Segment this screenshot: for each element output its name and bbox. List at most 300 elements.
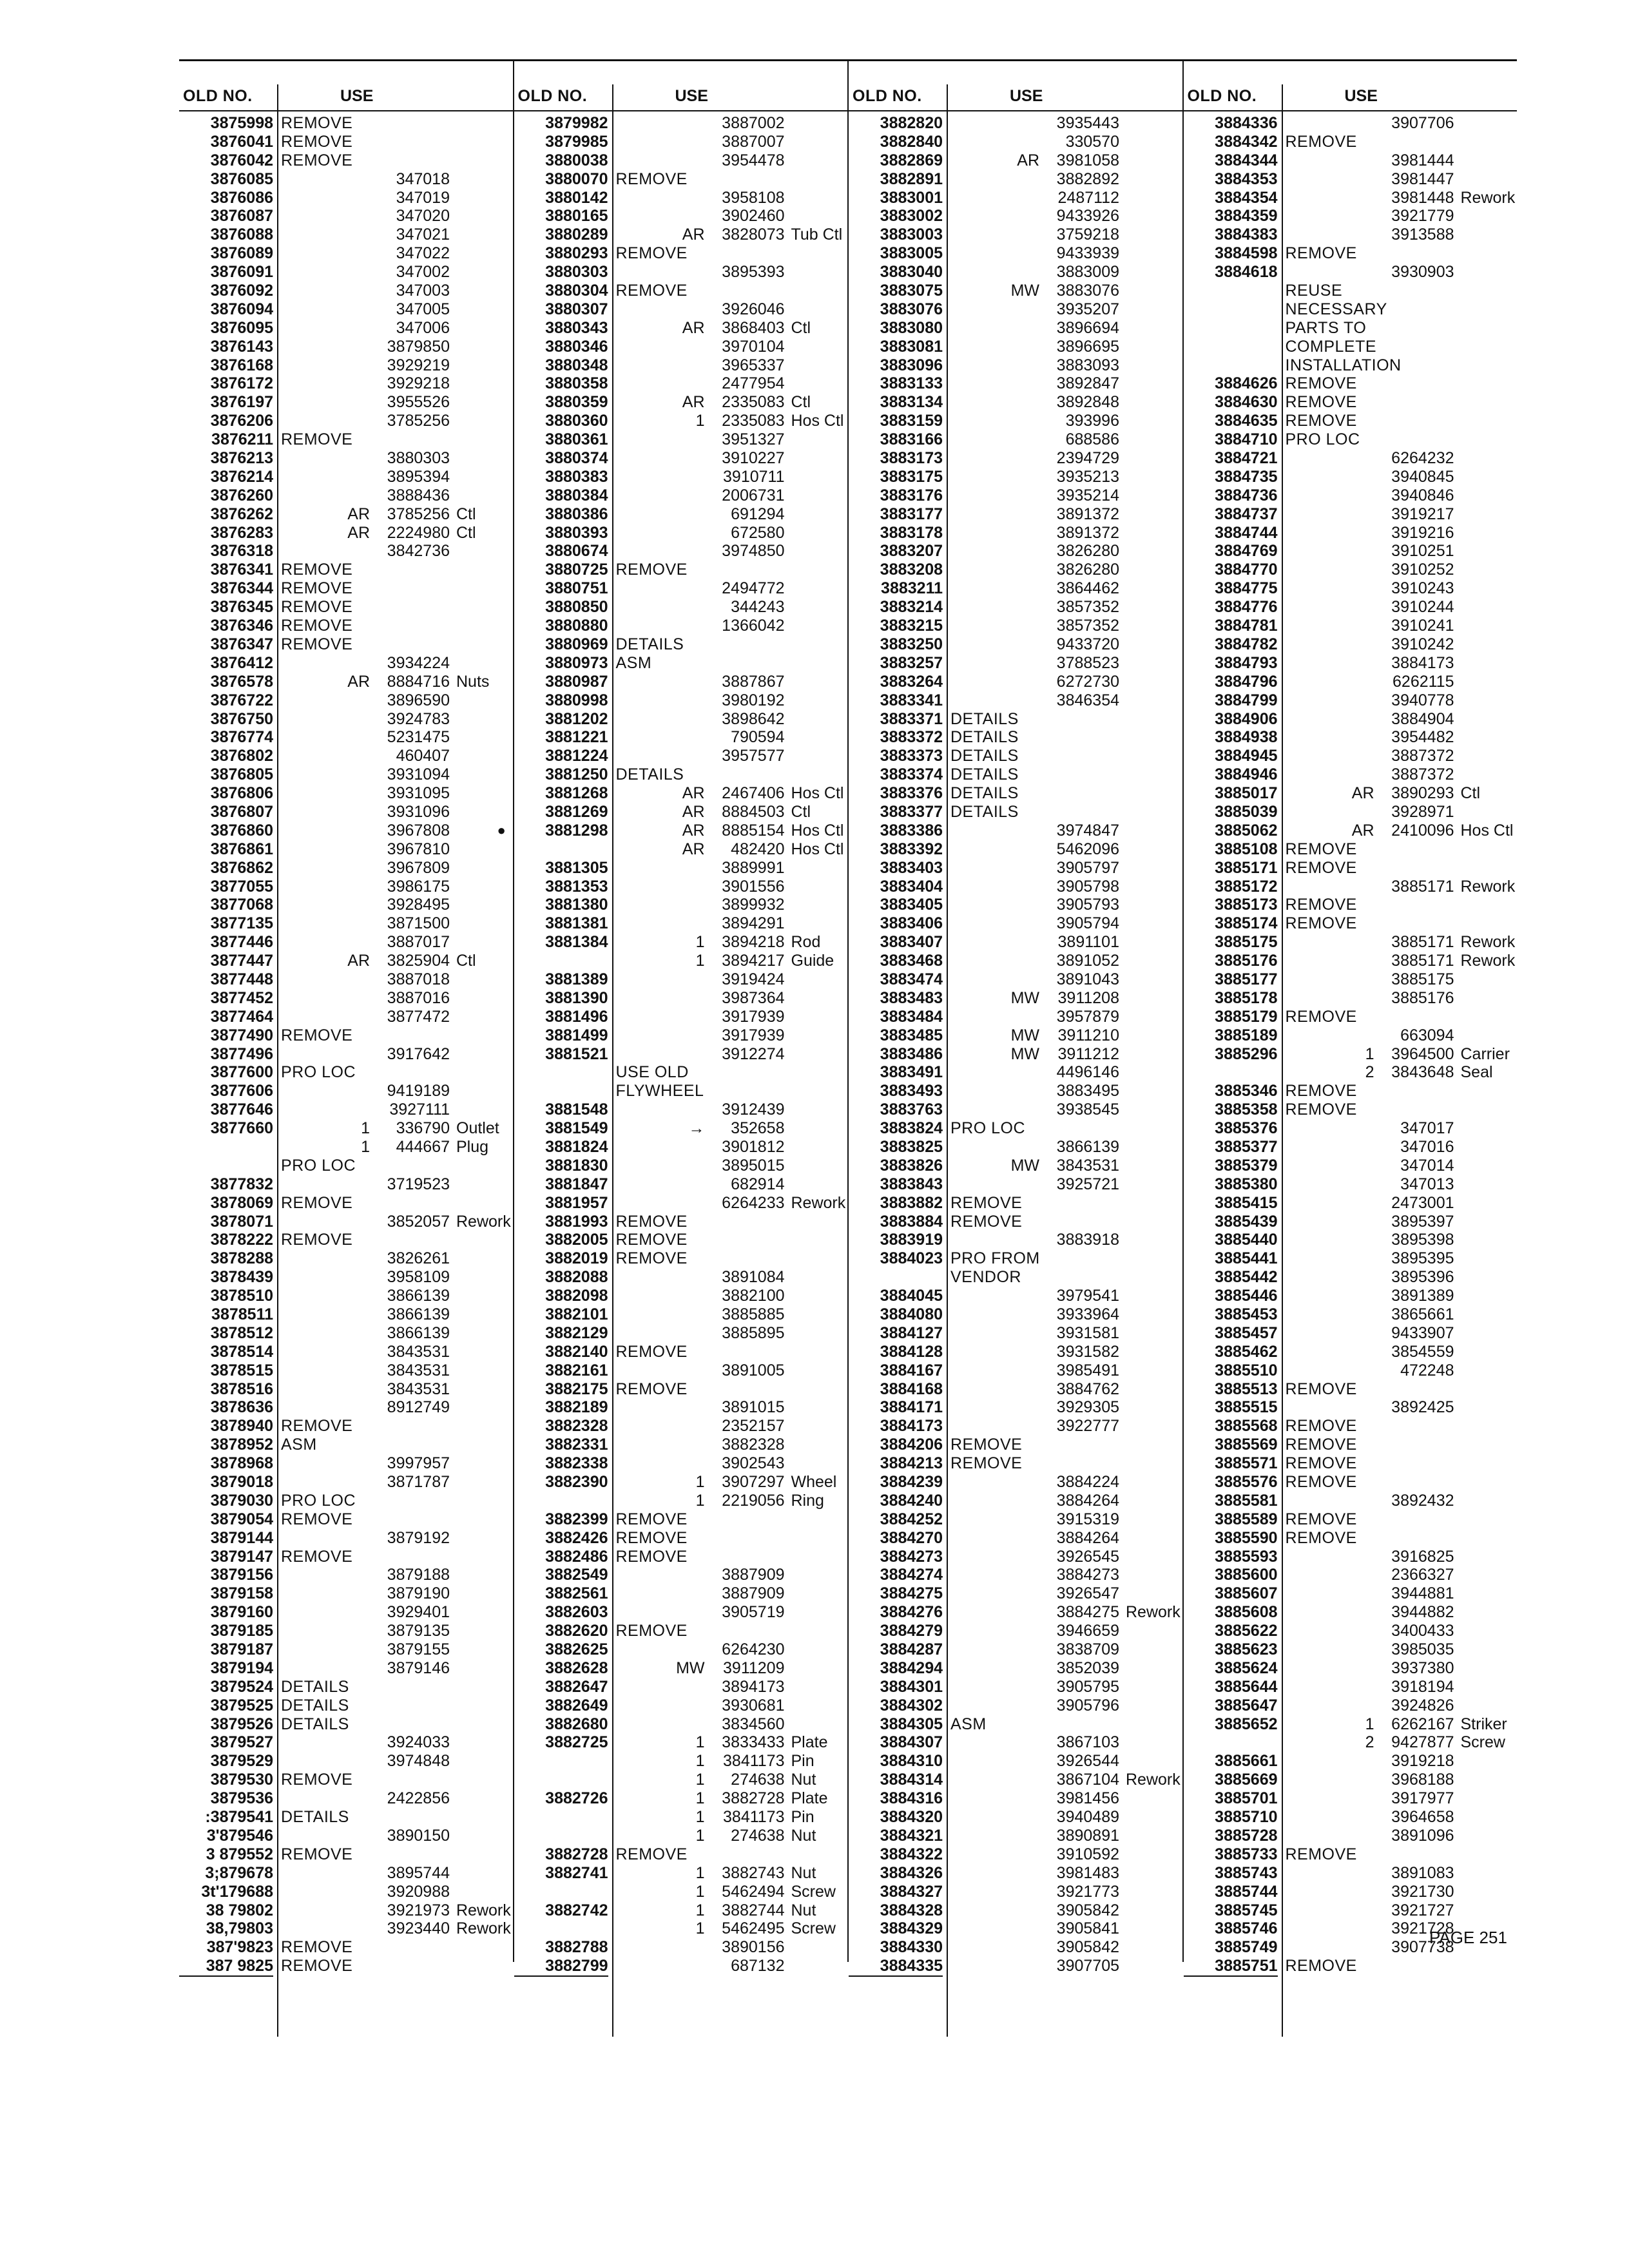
old-number: 3880165 [545,207,608,226]
use-instruction: ASM [281,1436,317,1454]
table-row [514,1361,848,1380]
old-number: 3884329 [880,1919,943,1938]
use-instruction: REMOVE [281,598,353,617]
use-number: 691294 [731,505,785,523]
quantity-code: MW [1010,282,1039,300]
use-number: 3885175 [1391,970,1454,988]
table-row [514,803,848,822]
use-instruction: DETAILS [950,802,1019,821]
table-row [1184,1957,1518,1975]
table-row [1184,114,1518,133]
part-note: Ctl [791,802,811,821]
old-number: 3885749 [1215,1938,1278,1957]
column-header [849,84,1182,111]
use-number: 274638 [731,1826,785,1845]
use-number: 3896590 [387,691,450,709]
use-number: 3884264 [1056,1491,1119,1510]
old-number: 3882486 [545,1547,608,1566]
use-instruction: DETAILS [281,1808,349,1827]
use-number: 3918194 [1391,1677,1454,1696]
old-number: 3884327 [880,1882,943,1901]
use-number: 3931094 [387,765,450,784]
use-instruction: REMOVE [1285,1436,1357,1454]
table-row [849,970,1182,989]
old-number: 3877646 [210,1100,273,1119]
table-row [1184,505,1518,524]
table-row [179,1100,513,1119]
use-number: 3907297 [722,1473,785,1492]
table-row [1184,1287,1518,1305]
old-number: 3879527 [210,1733,273,1752]
use-number: 3883918 [1056,1231,1119,1249]
old-number: 3876347 [210,635,273,653]
table-row [849,1119,1182,1138]
old-number: 3885590 [1215,1528,1278,1547]
old-number: 3876345 [210,598,273,617]
old-number: 3884240 [880,1491,943,1510]
use-number: 3944881 [1391,1584,1454,1603]
table-row [849,393,1182,412]
table-row [514,1901,848,1920]
table-row [1184,1194,1518,1213]
use-number: 3884224 [1056,1473,1119,1492]
quantity-code: 1 [695,1491,705,1510]
table-row [514,617,848,635]
old-number: 3884316 [880,1789,943,1808]
table-row [1184,1529,1518,1548]
use-number: 3891083 [1391,1863,1454,1882]
use-instruction: USE OLD [615,1063,689,1082]
use-instruction: REMOVE [1285,1845,1357,1863]
part-note: Screw [791,1919,836,1938]
use-number: 3938545 [1056,1100,1119,1119]
use-instruction: REMOVE [281,561,353,579]
table-row [849,1175,1182,1194]
table-row [1184,1510,1518,1529]
use-instruction: DETAILS [950,784,1019,803]
part-note: Plate [791,1733,828,1752]
use-number: 3841173 [723,1808,785,1827]
old-number: 3876862 [210,858,273,877]
table-row [849,710,1182,729]
use-number: 3882743 [722,1863,785,1882]
old-number: 3884793 [1215,653,1278,672]
table-row [179,1268,513,1287]
use-number: 3826280 [1056,561,1119,579]
table-row [1184,1213,1518,1231]
use-number: 3905797 [1056,858,1119,877]
use-number: 3946659 [1056,1622,1119,1640]
parts-table [179,59,1517,1975]
use-number: 482420 [731,840,785,858]
table-row [1184,617,1518,635]
old-number: 3884301 [880,1677,943,1696]
old-number: 3883826 [880,1156,943,1175]
part-note: Rework [456,1919,511,1938]
table-row [1184,1157,1518,1175]
table-row [849,1380,1182,1399]
table-row [179,1584,513,1603]
old-number: 3885608 [1215,1603,1278,1622]
old-number: 3883001 [880,188,943,207]
use-instruction: REMOVE [615,561,688,579]
table-row [849,1845,1182,1864]
table-row [1184,1640,1518,1659]
column-header [1184,84,1518,111]
old-number: 3884276 [880,1603,943,1622]
old-number: 3880289 [545,226,608,244]
use-instruction: FLYWHEEL [615,1082,704,1100]
table-row [179,989,513,1008]
use-number: 3866139 [387,1287,450,1305]
use-number: 3905719 [722,1603,785,1622]
old-number: 3883341 [880,691,943,709]
table-row [179,133,513,151]
table-row [179,1063,513,1082]
use-instruction: REMOVE [950,1193,1023,1212]
table-row [514,244,848,263]
table-row [514,1175,848,1194]
table-row [514,1957,848,1975]
old-number: 3882426 [545,1528,608,1547]
use-number: 3920988 [387,1882,450,1901]
table-row [1184,151,1518,170]
table-row [849,356,1182,375]
part-note: Hos Ctl [1460,821,1514,840]
old-number: 3882140 [545,1342,608,1361]
use-number: 3891389 [1391,1287,1454,1305]
use-instruction: REMOVE [1285,393,1357,412]
part-note: Tub Ctl [791,226,843,244]
use-number: 347019 [396,188,450,207]
use-number: 3905794 [1056,914,1119,933]
old-number: 3882549 [545,1566,608,1584]
old-number: 3885576 [1215,1473,1278,1492]
old-number: 3885376 [1215,1119,1278,1138]
use-number: 3899932 [722,896,785,914]
old-number: 3876089 [210,244,273,263]
table-row [514,1008,848,1026]
table-row [514,393,848,412]
old-number: 3885446 [1215,1287,1278,1305]
table-row [179,1548,513,1566]
use-number: 3785256 [387,505,450,523]
old-number: 3881269 [545,802,608,821]
old-number: 3883207 [880,542,943,561]
old-number: 3884799 [1215,691,1278,709]
table-row [179,1789,513,1808]
use-instruction: REMOVE [1285,914,1357,933]
table-row [1184,300,1518,319]
table-row [179,1082,513,1100]
old-number: 3882728 [545,1845,608,1863]
use-number: 3857352 [1056,617,1119,635]
use-number: 2352157 [722,1417,785,1436]
use-number: 3866139 [387,1305,450,1323]
old-number: 3885744 [1215,1882,1278,1901]
use-number: 3919424 [722,970,785,988]
table-row [849,1268,1182,1287]
use-number: 3901556 [722,877,785,896]
old-no-header: OLD NO. [183,87,253,105]
old-number: 387'9823 [206,1938,273,1957]
use-number: 2366327 [1391,1566,1454,1584]
old-number: 3885701 [1215,1789,1278,1808]
quantity-code: AR [347,952,370,970]
use-number: 3944882 [1391,1603,1454,1622]
old-number: 3883884 [880,1212,943,1231]
use-number: 3926547 [1056,1584,1119,1603]
table-row [1184,579,1518,598]
table-row [179,1752,513,1771]
use-number: 352658 [731,1119,785,1138]
table-row [1184,691,1518,710]
use-number: 472248 [1400,1361,1454,1379]
use-number: 3917977 [1391,1789,1454,1808]
table-row [514,263,848,282]
old-number: 3883076 [880,300,943,318]
use-instruction: REMOVE [281,1547,353,1566]
use-number: 3852039 [1056,1658,1119,1677]
table-row [849,822,1182,840]
use-number: 3877472 [387,1007,450,1026]
table-row [179,561,513,579]
old-number: 3881384 [545,933,608,952]
table-row [1184,784,1518,803]
use-instruction: REMOVE [281,430,353,449]
use-number: 3929305 [1056,1398,1119,1417]
use-number: 3964658 [1391,1808,1454,1827]
old-number: 3885728 [1215,1826,1278,1845]
part-note: Rework [1460,188,1516,207]
old-number: 3881957 [545,1193,608,1212]
old-number: 3876412 [210,653,273,672]
table-row [514,1063,848,1082]
use-number: 3935213 [1056,467,1119,486]
old-number: 3884294 [880,1658,943,1677]
use-number: 3902460 [722,207,785,226]
table-row [179,1919,513,1938]
table-row [1184,226,1518,244]
old-number: 3883040 [880,263,943,282]
table-row [849,673,1182,691]
table-row [179,747,513,765]
use-number: 3894291 [722,914,785,933]
use-number: 3892425 [1391,1398,1454,1417]
table-row [849,933,1182,952]
old-number: 3882019 [545,1249,608,1268]
old-number: 3881499 [545,1026,608,1044]
use-number: 3892848 [1056,393,1119,412]
table-row [1184,1603,1518,1622]
use-instruction: PRO LOC [950,1119,1026,1138]
use-instruction: REMOVE [281,1417,353,1436]
use-instruction: VENDOR [950,1268,1021,1287]
old-number: 3884213 [880,1454,943,1473]
table-row [179,1678,513,1696]
table-row [1184,1454,1518,1473]
old-number: 3884354 [1215,188,1278,207]
old-number: 3880303 [545,263,608,282]
table-row [1184,524,1518,543]
table-row [514,1045,848,1064]
old-number: 3876086 [210,188,273,207]
use-instruction: REMOVE [615,1231,688,1249]
use-number: 3905842 [1056,1901,1119,1919]
table-row [849,747,1182,765]
old-number: 3883374 [880,765,943,784]
old-number: 3885589 [1215,1510,1278,1528]
use-number: 3846354 [1056,691,1119,709]
table-row [514,1138,848,1157]
table-row [179,263,513,282]
table-row [497,821,848,840]
use-number: 3884762 [1056,1379,1119,1398]
use-instruction: REMOVE [615,1379,688,1398]
use-instruction: REMOVE [1285,1082,1357,1100]
use-number: 3981447 [1391,169,1454,188]
table-row [514,1268,848,1287]
table-row [514,1883,848,1901]
use-instruction: REMOVE [615,244,688,263]
table-row [514,1808,848,1827]
table-row [179,1938,513,1957]
old-number: 3879524 [210,1677,273,1696]
use-instruction: REMOVE [615,1528,688,1547]
use-number: 3910227 [722,449,785,468]
table-row [179,1324,513,1343]
table-row [514,989,848,1008]
use-number: 3910244 [1391,598,1454,617]
use-instruction: PRO LOC [281,1491,356,1510]
table-row [849,1883,1182,1901]
old-number: 3878512 [210,1323,273,1342]
use-number: 3825904 [387,952,450,970]
quantity-code: 1 [361,1137,370,1156]
table-row [1184,1343,1518,1361]
use-number: 3890156 [722,1938,785,1957]
table-row [514,412,848,430]
old-number: 3885457 [1215,1323,1278,1342]
table-row [849,598,1182,617]
quantity-code: AR [1351,784,1374,803]
use-number: 3879190 [387,1584,450,1603]
old-number: 3883493 [880,1082,943,1100]
table-row [179,1249,513,1268]
old-number: 3882088 [545,1268,608,1287]
table-row [1184,747,1518,765]
use-number: 3826261 [387,1249,450,1268]
table-row [514,1119,848,1138]
use-instruction: REMOVE [1285,412,1357,430]
table-row [514,1492,848,1510]
use-instruction: COMPLETE [1285,337,1377,356]
old-number: 3882788 [545,1938,608,1957]
old-number: 3880850 [545,598,608,617]
table-row [179,803,513,822]
table-row [849,244,1182,263]
use-number: 6264233 [722,1193,785,1212]
table-row [849,1584,1182,1603]
table-row [179,393,513,412]
old-number: 3884353 [1215,169,1278,188]
old-number: 3883215 [880,617,943,635]
table-row [849,635,1182,654]
old-number: 3885624 [1215,1658,1278,1677]
old-number: 3881305 [545,858,608,877]
use-instruction: REMOVE [281,579,353,598]
table-row [514,1082,848,1100]
table-row [514,1752,848,1771]
old-number: 3879147 [210,1547,273,1566]
old-number: 3882625 [545,1640,608,1659]
table-row [1184,1883,1518,1901]
table-row [514,1919,848,1938]
table-row [514,784,848,803]
table-row [849,189,1182,207]
old-number: 3882741 [545,1863,608,1882]
table-row [514,598,848,617]
table-row [1184,1584,1518,1603]
table-row [1184,449,1518,468]
table-row [849,1808,1182,1827]
table-row [179,1733,513,1752]
use-number: 347022 [396,244,450,263]
old-number: 3883763 [880,1100,943,1119]
table-row [179,486,513,505]
use-number: 3913588 [1391,226,1454,244]
use-instruction: REMOVE [281,617,353,635]
old-number: 3884270 [880,1528,943,1547]
table-row [179,784,513,803]
table-row [179,1343,513,1361]
table-row [849,1473,1182,1492]
table-row [1184,1752,1518,1771]
table-row [1184,374,1518,393]
use-number: 3926046 [722,300,785,318]
table-row [1184,1845,1518,1864]
table-row [514,635,848,654]
use-number: 3917642 [387,1044,450,1063]
table-row [1184,1733,1518,1752]
old-number: 3884770 [1215,561,1278,579]
old-number: 3885377 [1215,1137,1278,1156]
quantity-code: 1 [695,1863,705,1882]
use-number: 3871787 [387,1473,450,1492]
table-row [849,1249,1182,1268]
old-number: 3883173 [880,449,943,468]
table-row [179,952,513,970]
use-number: 3921730 [1391,1882,1454,1901]
old-number: 3876578 [210,672,273,691]
part-note: Ctl [791,393,811,412]
old-number: 3883406 [880,914,943,933]
table-row [179,189,513,207]
use-number: 5462494 [722,1882,785,1901]
table-row [514,1417,848,1436]
table-row [179,859,513,878]
part-note: Screw [791,1882,836,1901]
old-number: 3876168 [210,356,273,374]
part-note: Rework [791,1193,846,1212]
table-row [849,1789,1182,1808]
table-row [179,635,513,654]
old-number: 3880383 [545,467,608,486]
table-row [514,1343,848,1361]
rows [179,114,513,1975]
use-instruction: REMOVE [281,1771,353,1789]
table-row [1184,859,1518,878]
